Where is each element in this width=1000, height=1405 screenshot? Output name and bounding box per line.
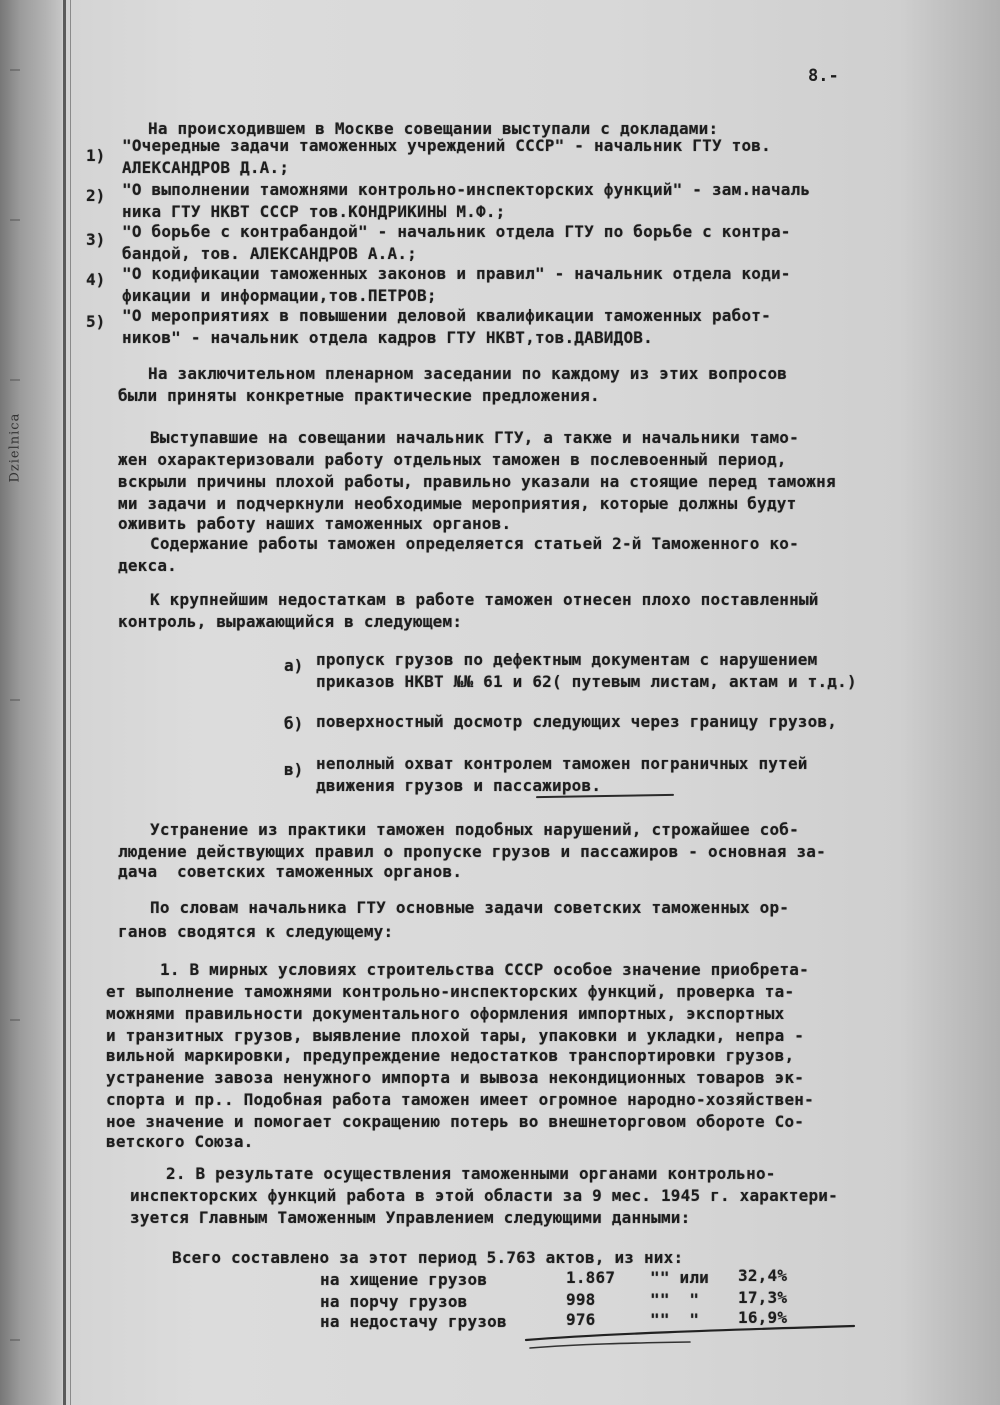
task1-line-6: устранение завоза ненужного импорта и вывоза некондиционных товаров эк-	[106, 1068, 805, 1087]
report-4-line-2: фикации и информации,тов.ПЕТРОВ;	[122, 286, 437, 305]
shortcomings-line-2: контроль, выражающийся в следующем:	[118, 612, 463, 631]
stats-row-1-count: 1.867	[566, 1268, 616, 1287]
stats-row-3-mark: "" "	[650, 1310, 700, 1329]
report-2-line-1: "О выполнении таможнями контрольно-инспекторских функций" - зам.началь	[122, 180, 811, 199]
task1-line-3: можнями правильности документального оформления импортных, экспортных	[106, 1004, 785, 1023]
report-5-line-1: "О мероприятиях в повышении деловой квалификации таможенных работ-	[122, 306, 771, 325]
speakers-line-2: жен охарактеризовали работу отдельных таможен в послевоенный период,	[118, 450, 787, 469]
stats-row-2-count: 998	[566, 1290, 596, 1309]
task1-line-2: ет выполнение таможнями контрольно-инспекторских функций, проверка та-	[106, 982, 795, 1001]
elimination-line-1: Устранение из практики таможен подобных нарушений, строжайшее соб-	[150, 820, 799, 839]
stats-row-3-label: на недостачу грузов	[320, 1312, 507, 1331]
report-3-number: 3)	[86, 230, 106, 249]
fold-line	[63, 0, 66, 1405]
report-3-line-1: "О борьбе с контрабандой" - начальник отдела ГТУ по борьбе с контра-	[122, 222, 791, 241]
task2-line-3: зуется Главным Таможенным Управлением следующими данными:	[130, 1208, 691, 1227]
stats-row-1-label: на хищение грузов	[320, 1270, 488, 1289]
content-line-1: Содержание работы таможен определяется статьей 2-й Таможенного ко-	[150, 534, 799, 553]
shortcoming-c-line-1: неполный охват контролем таможен пограничных путей	[316, 754, 808, 773]
report-1-line-2: АЛЕКСАНДРОВ Д.А.;	[122, 158, 290, 177]
elimination-line-3: дача советских таможенных органов.	[118, 862, 463, 881]
stats-row-2-label: на порчу грузов	[320, 1292, 468, 1311]
intro-line: На происходившем в Москве совещании выступали с докладами:	[148, 119, 719, 138]
report-3-line-2: бандой, тов. АЛЕКСАНДРОВ А.А.;	[122, 244, 417, 263]
plenary-line-2: были приняты конкретные практические предложения.	[118, 386, 600, 405]
shortcoming-c-line-2: движения грузов и пассажиров.	[316, 776, 602, 795]
page-number: 8.-	[808, 66, 839, 86]
stats-row-3-pct: 16,9%	[738, 1308, 788, 1327]
content-line-2: декса.	[118, 556, 177, 575]
task2-line-1: 2. В результате осуществления таможенными органами контрольно-	[166, 1164, 776, 1183]
plenary-line-1: На заключительном пленарном заседании по каждому из этих вопросов	[148, 364, 788, 383]
stats-row-3-count: 976	[566, 1310, 596, 1329]
task1-line-1: 1. В мирных условиях строительства СССР особое значение приобрета-	[160, 960, 809, 979]
speakers-line-4: ми задачи и подчеркнули необходимые мероприятия, которые должны будут	[118, 494, 797, 513]
margin-stamp: Dzielnica	[7, 412, 23, 483]
shortcoming-b-line-1: поверхностный досмотр следующих через границу грузов,	[316, 712, 838, 731]
report-1-line-1: "Очередные задачи таможенных учреждений СССР" - начальник ГТУ тов.	[122, 136, 771, 155]
task1-line-5: вильной маркировки, предупреждение недостатков транспортировки грузов,	[106, 1046, 795, 1065]
fold-line-secondary	[70, 0, 71, 1405]
tasks-intro-line-2: ганов сводятся к следующему:	[118, 922, 394, 941]
shortcoming-a-number: а)	[284, 656, 304, 675]
tasks-intro-line-1: По словам начальника ГТУ основные задачи советских таможенных ор-	[150, 898, 790, 917]
report-4-number: 4)	[86, 270, 106, 289]
task1-line-9: ветского Союза.	[106, 1132, 254, 1151]
margin-ticks	[8, 60, 22, 1360]
elimination-line-2: людение действующих правил о пропуске грузов и пассажиров - основная за-	[118, 842, 826, 861]
stats-row-2-pct: 17,3%	[738, 1288, 788, 1307]
report-5-line-2: ников" - начальник отдела кадров ГТУ НКВТ,тов.ДАВИДОВ.	[122, 328, 653, 347]
stats-row-1-mark: "" или	[650, 1268, 709, 1287]
report-2-line-2: ника ГТУ НКВТ СССР тов.КОНДРИКИНЫ М.Ф.;	[122, 202, 506, 221]
task1-line-4: и транзитных грузов, выявление плохой тары, упаковки и укладки, непра -	[106, 1026, 805, 1045]
shortcoming-a-line-1: пропуск грузов по дефектным документам с нарушением	[316, 650, 818, 669]
task2-line-2: инспекторских функций работа в этой области за 9 мес. 1945 г. характери-	[130, 1186, 838, 1205]
shortcoming-a-line-2: приказов НКВТ №№ 61 и 62( путевым листам, актам и т.д.)	[316, 672, 857, 691]
handwritten-underline-stats	[520, 1322, 860, 1352]
task1-line-7: спорта и пр.. Подобная работа таможен имеет огромное народно-хозяйствен-	[106, 1090, 814, 1109]
stats-row-1-pct: 32,4%	[738, 1266, 788, 1285]
shortcomings-line-1: К крупнейшим недостаткам в работе таможен отнесен плохо поставленный	[150, 590, 819, 609]
report-2-number: 2)	[86, 186, 106, 205]
speakers-line-1: Выступавшие на совещании начальник ГТУ, а также и начальники тамо-	[150, 428, 799, 447]
report-1-number: 1)	[86, 146, 106, 165]
speakers-line-3: вскрыли причины плохой работы, правильно указали на стоящие перед таможня	[118, 472, 836, 491]
shortcoming-b-number: б)	[284, 714, 304, 733]
task1-line-8: ное значение и помогает сокращению потерь во внешнеторговом обороте Со-	[106, 1112, 805, 1131]
stats-row-2-mark: "" "	[650, 1290, 700, 1309]
stats-total: Всего составлено за этот период 5.763 актов, из них:	[172, 1248, 684, 1267]
report-4-line-1: "О кодификации таможенных законов и правил" - начальник отдела коди-	[122, 264, 791, 283]
shortcoming-c-number: в)	[284, 760, 304, 779]
speakers-line-5: оживить работу наших таможенных органов.	[118, 514, 512, 533]
report-5-number: 5)	[86, 312, 106, 331]
